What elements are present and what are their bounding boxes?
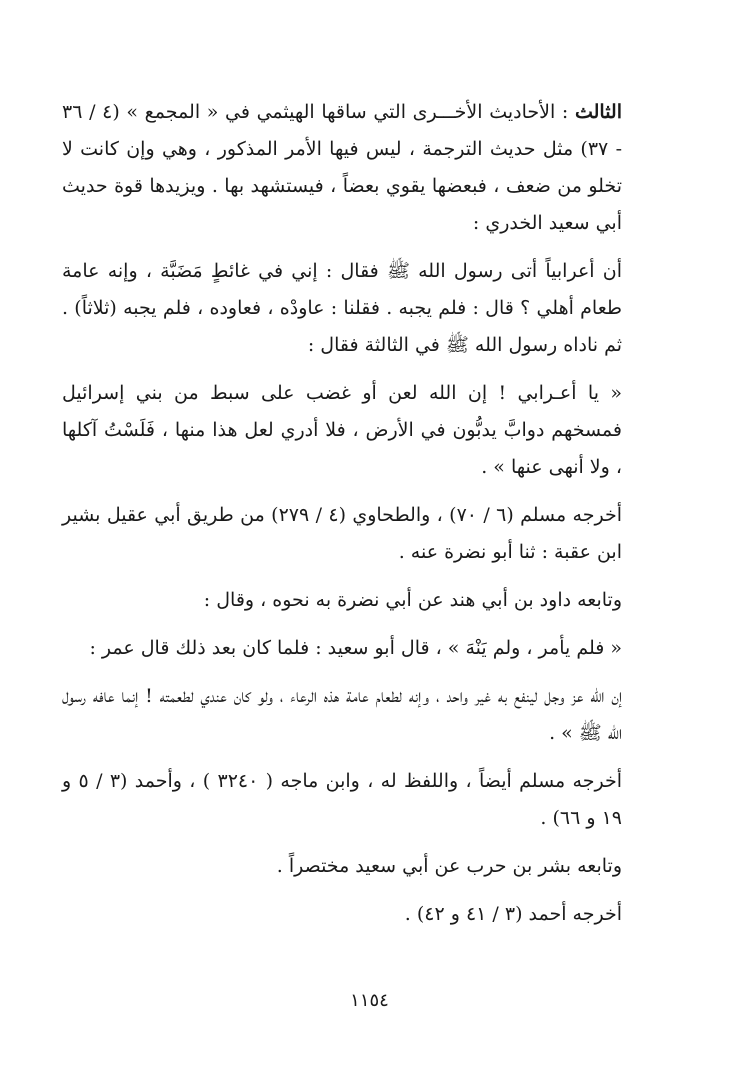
- paragraph-text: : الأحاديث الأخـــرى التي ساقها الهيثمي في « المجمع » (٤ / ٣٦ - ٣٧) مثل حديث الترجمة ، ليس فيها الأمر المذكور ، وهي وإن كانت لا تخلو من ضعف ، فبعضها يقوي بعضاً ، فيستشهد بها . ويزيدها قوة حديث أبي سعيد الخدري :: [62, 101, 622, 234]
- paragraph-hadith-quote: « يا أعـرابي ! إن الله لعن أو غضب على سبط من بني إسرائيل فمسخهم دوابَّ يدبُّون في الأرض ، فلا أدري لعل هذا منها ، فَلَسْتُ آكلها ، ولا أنهى عنها » .: [62, 382, 622, 478]
- paragraph-takhrij-muslim: أخرجه مسلم (٦ / ٧٠) ، والطحاوي (٤ / ٢٧٩) من طريق أبي عقيل بشير ابن عقبة : ثنا أبو نضرة عنه .: [62, 504, 622, 563]
- paragraph-umar-statement: إن الله عز وجل لينفع به غير واحد ، وإنه لطعام عامة هذه الرعاء ، ولو كان عندي لطعمته ! إنما عافه رسول الله ﷺ » .: [62, 685, 622, 744]
- section-lead: الثالث: [574, 101, 622, 123]
- body-text: [62, 94, 622, 944]
- paragraph-quote-umar: « فلم يأمر ، ولم يَنْهَ » ، قال أبو سعيد : فلما كان بعد ذلك قال عمر :: [89, 637, 622, 659]
- paragraph-takhrij-ibn-majah: أخرجه مسلم أيضاً ، واللفظ له ، وابن ماجه ( ٣٢٤٠ ) ، وأحمد (٣ / ٥ و ١٩ و ٦٦) .: [62, 770, 622, 829]
- paragraph-third-point: [62, 94, 622, 242]
- paragraph-takhrij-ahmad: أخرجه أحمد (٣ / ٤١ و ٤٢) .: [404, 903, 622, 925]
- paragraph-mutabaa-bishr: وتابعه بشر بن حرب عن أبي سعيد مختصراً .: [276, 855, 622, 877]
- paragraph-hadith-intro: أن أعرابياً أتى رسول الله ﷺ فقال : إني في غائطٍ مَضَبَّة ، وإنه عامة طعام أهلي ؟ قال : فلم يجبه . فقلنا : عاودْه ، فعاوده ، فلم يجبه (ثلاثاً) . ثم ناداه رسول الله ﷺ في الثالثة فقال :: [62, 260, 622, 356]
- paragraph-mutabaa-dawud: وتابعه داود بن أبي هند عن أبي نضرة به نحوه ، وقال :: [203, 589, 622, 611]
- page-number: ١١٥٤: [350, 990, 389, 1011]
